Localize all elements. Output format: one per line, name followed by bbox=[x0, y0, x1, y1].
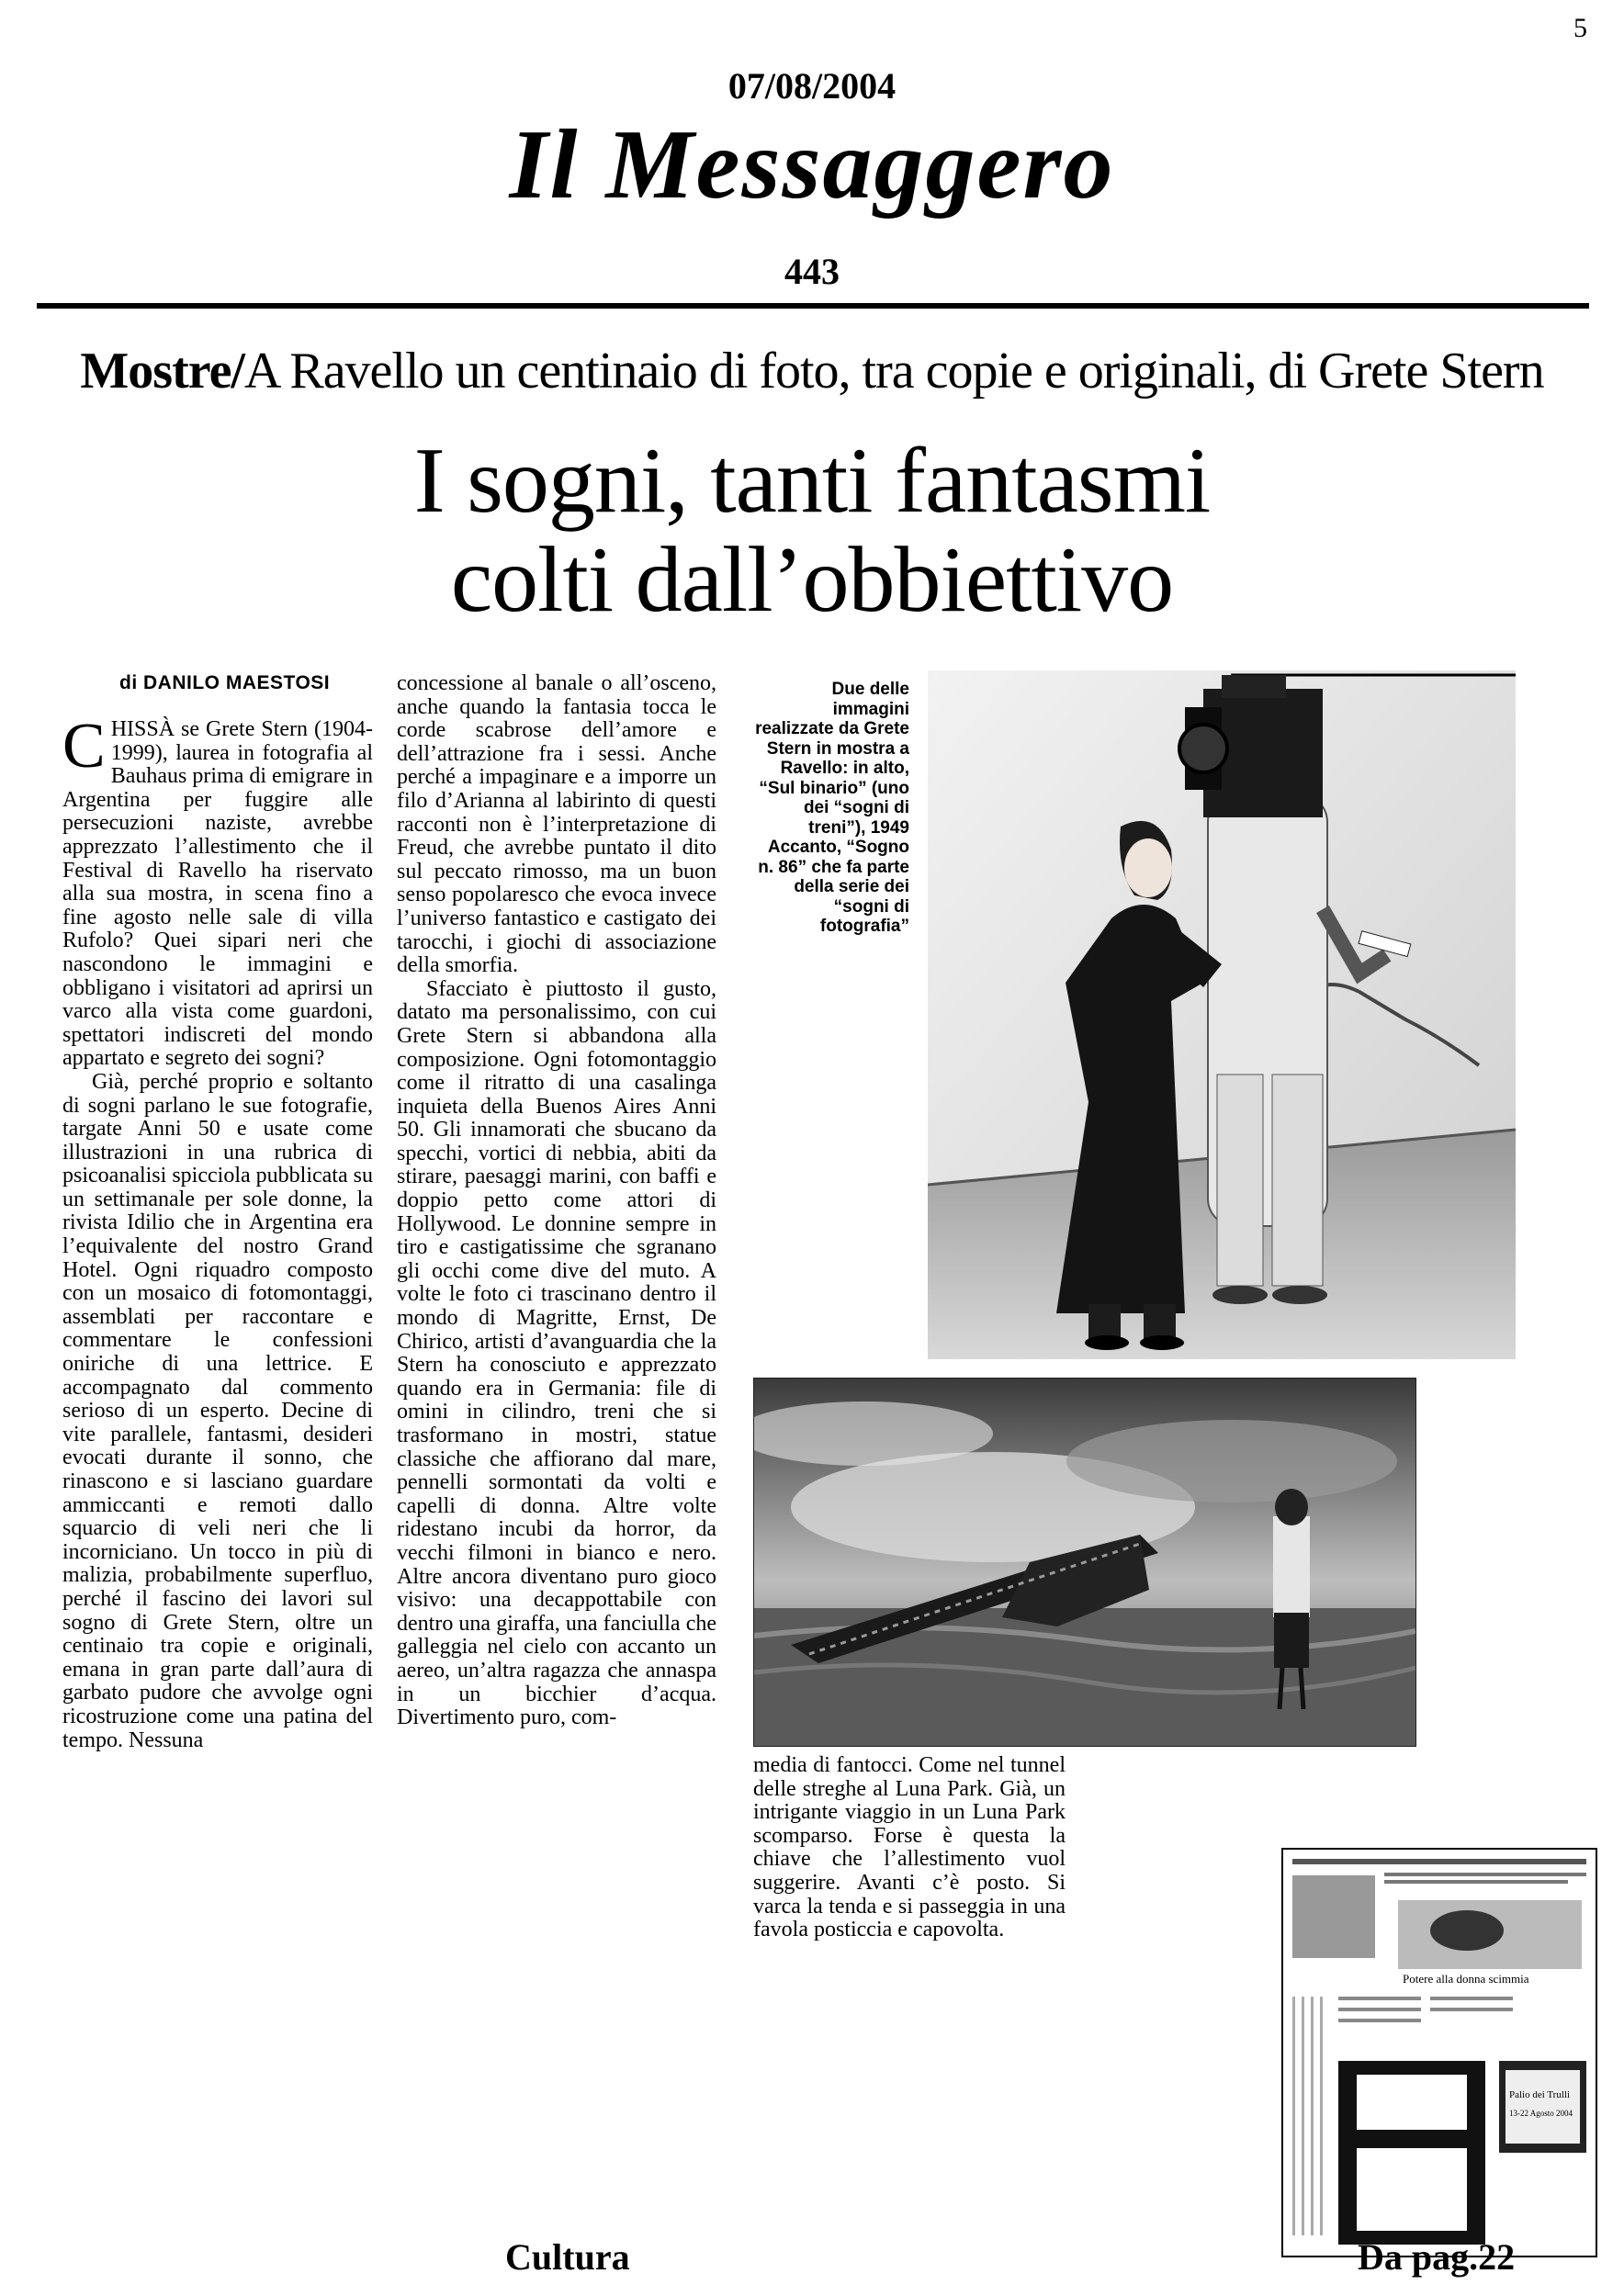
article-paragraph: Già, perché proprio e soltanto di sogni parlano le sue fotografie, targate Anni 50 e usate come illustrazioni in una rubrica di psicoanalisi spicciola pubblicata su un settimanale per sole donne, la rivista Idilio che in Argentina era l’equivalente del nostro Grand Hotel. Ogni riquadro composto con un mosaico di fotomontaggi, assemblati per raccontare e commentare le confessioni oniriche di una lettrice. E accompagnato dal commento serioso di un esperto. Decine di vite parallele, fantasmi, desideri evocati durante il sonno, che rinascono e si lasciano guardare ammiccanti e remoti dallo squarcio di veli neri che li incorniciano. Un tocco in più di malizia, probabilmente superfluo, perché il fascino dei lavori sul sogno di Grete Stern, oltre un centinaio tra copie e originali, emana in gran parte dall’aura di garbato pudore che avvolge ogni ricostruzione come una patina del tempo. Nessuna bbox=[62, 1069, 373, 1752]
thumbnail-ad-title: Palio dei Trulli bbox=[1509, 2089, 1571, 2100]
headline bbox=[0, 429, 1624, 632]
photo-caption: Due delle immagini realizzate da Grete Stern in mostra a Ravello: in alto, “Sul binario” (uno dei “sogni di treni”), 1949 Accanto, “Sogno n. 86” che fa parte della serie dei “sogni di fotografia” bbox=[755, 680, 909, 936]
article-paragraph: Sfacciato è piuttosto il gusto, datato ma personalissimo, con cui Grete Stern si abbandona alla composizione. Ogni fotomontaggio come il ritratto di una casalinga inquieta della Buenos Aires Anni 50. Gli innamorati che sbucano da specchi, vortici di nebbia, abiti da stirare, paesaggi marini, con baffi e doppio petto come attori di Hollywood. Le donnine sempre in tiro e castigatissime che sgranano gli occhi come dive del muto. A volte le foto ci trascinano dentro il mondo di Magritte, Ernst, De Chirico, artisti d’avanguardia che la Stern ha conosciuto e apprezzato quando era in Germania: file di omini in cilindro, treni che si trasformano in mostri, statue classiche che affiorano dal mare, pennelli sormontati da volti e capelli di donna. Altre volte ridestano incubi da horror, da vecchi filmoni in bianco e nero. Altre ancora diventano puro gioco visivo: una decappottabile con dentro una giraffa, una fanciulla che galleggia nel cielo con accanto un aereo, un’altra ragazza che annaspa in un bicchier d’acqua. Divertimento puro, com- bbox=[397, 976, 716, 1730]
page-thumbnail bbox=[1281, 1848, 1597, 2257]
headline-line-1: I sogni, tanti fantasmi bbox=[413, 429, 1211, 533]
kicker bbox=[0, 342, 1624, 400]
article-paragraph: CHISSÀ se Grete Stern (1904-1999), laurea in fotografia al Bauhaus prima di emigrare in Argentina per fuggire alle persecuzioni naziste, avrebbe apprezzato l’allestimento che il Festival di Ravello ha riservato alla sua mostra, in scena fino a fine agosto nelle sale di villa Rufolo? Quei sipari neri che nascondono le immagini e obbligano i visitatori ad aprirsi un varco alla vista come guardoni, spettatori indiscreti del mondo appartato e segreto dei sogni? bbox=[62, 711, 373, 1071]
article-paragraph: media di fantocci. Come nel tunnel delle streghe al Luna Park. Già, un intrigante viaggio in un Luna Park scomparso. Forse è questa la chiave che l’allestimento vuol suggerire. Avanti c’è posto. Si varca la tenda e si passeggia in una favola posticcia e capovolta. bbox=[753, 1753, 1066, 1942]
drop-cap: C bbox=[62, 711, 106, 782]
section-footer: Cultura bbox=[505, 2236, 630, 2278]
publication-date: 07/08/2004 bbox=[727, 65, 897, 107]
thumbnail-ad-dates: 13-22 Agosto 2004 bbox=[1509, 2109, 1573, 2118]
photo-train-sea bbox=[753, 1378, 1416, 1747]
issue-number: 443 bbox=[784, 251, 840, 292]
kicker-section: Mostre/ bbox=[80, 343, 244, 400]
article-column-1 bbox=[62, 711, 373, 1752]
thumbnail-image bbox=[1283, 1850, 1596, 2256]
continued-from-footer: Da pag.22 bbox=[1358, 2236, 1516, 2278]
page-number: 5 bbox=[1573, 13, 1587, 43]
photo-camera-man bbox=[928, 670, 1516, 1359]
headline-line-2: colti dall’obbiettivo bbox=[450, 528, 1174, 632]
photomontage-image bbox=[754, 1379, 1415, 1746]
thumbnail-headline: Potere alla donna scimmia bbox=[1403, 1972, 1529, 1986]
byline: di DANILO MAESTOSI bbox=[119, 672, 331, 693]
article-column-2 bbox=[397, 672, 716, 1730]
article-column-3 bbox=[753, 1754, 1066, 1942]
photomontage-image bbox=[928, 670, 1516, 1359]
masthead-logo: Il Messaggero bbox=[509, 110, 1115, 219]
header-rule bbox=[37, 303, 1589, 309]
kicker-text: A Ravello un centinaio di foto, tra copie e originali, di Grete Stern bbox=[243, 343, 1544, 400]
article-paragraph: concessione al banale o all’osceno, anche quando la fantasia tocca le corde scabrose dell’amore e dell’attrazione fra i sessi. Anche perché a impaginare e a imporre un filo d’Arianna al labirinto di questi racconti non è l’interpretazione di Freud, che avrebbe puntato il dito sul peccato rimosso, ma un buon senso popolaresco che evoca invece l’universo fantastico e castigato dei tarocchi, i giochi di associazione della smorfia. bbox=[397, 671, 716, 978]
